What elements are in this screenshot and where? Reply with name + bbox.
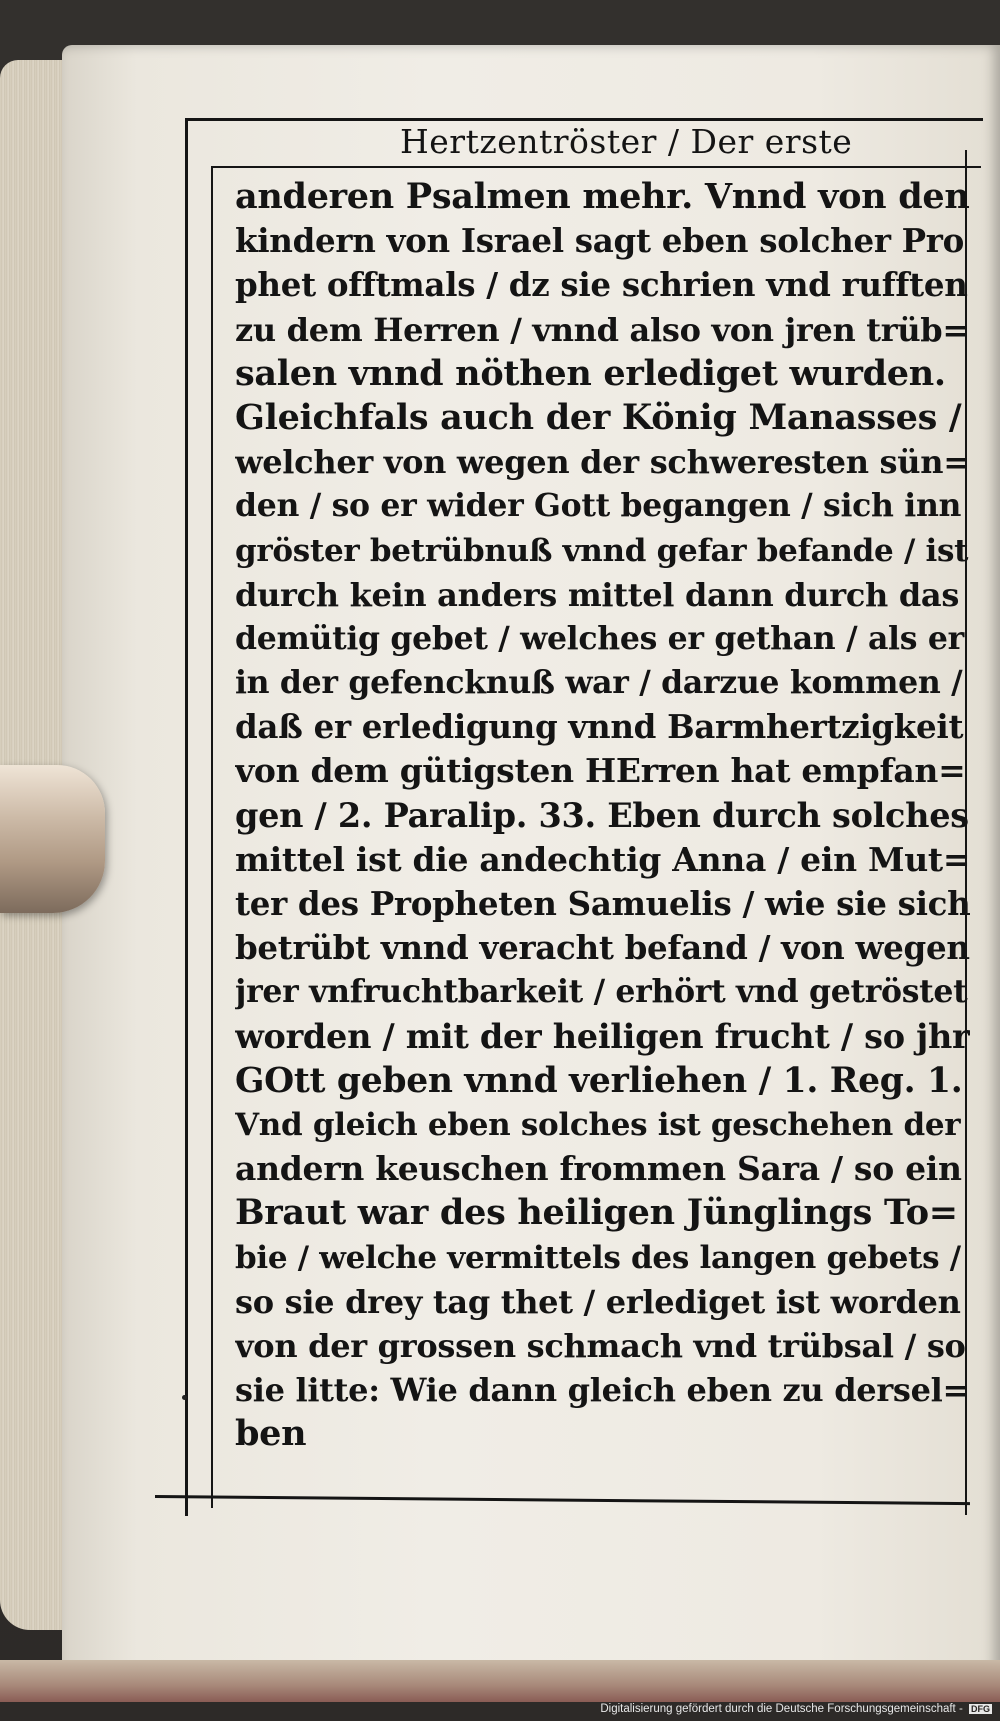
text-line: von dem gütigsten HErren hat empfan= (235, 751, 966, 791)
text-line: gröster betrübnuß vnnd gefar befande / ist (235, 532, 969, 569)
text-line: von der grossen schmach vnd trübsal / so (235, 1326, 966, 1365)
text-line: demütig gebet / welches er gethan / als er (235, 619, 964, 657)
holding-thumb (0, 765, 105, 913)
text-line: zu dem Herren / vnnd also von jren trüb= (235, 310, 969, 349)
running-title: Hertzentröster / Der erste (400, 122, 853, 161)
text-line: GOtt geben vnnd verliehen / 1. Reg. 1. (235, 1060, 963, 1101)
text-line: ben (235, 1413, 307, 1455)
text-line: andern keuschen frommen Sara / so ein (235, 1149, 962, 1189)
text-line: jrer vnfruchtbarkeit / erhört vnd getröstet (235, 973, 968, 1011)
text-line: so sie drey tag thet / erlediget ist worden (235, 1282, 961, 1321)
text-line: Braut war des heiligen Jünglings To= (235, 1192, 958, 1234)
text-line: mittel ist die andechtig Anna / ein Mut= (235, 839, 970, 879)
text-line: daß er erledigung vnnd Barmhertzigkeit (235, 707, 964, 747)
text-line: Gleichfals auch der König Manasses / (235, 396, 962, 438)
text-line: in der gefencknuß war / darzue kommen / (235, 664, 963, 702)
text-line: ter des Propheten Samuelis / wie sie sich (235, 884, 970, 923)
body-text (235, 175, 970, 1456)
text-line: kindern von Israel sagt eben solcher Pro (235, 221, 965, 261)
dfg-logo: DFG (971, 1703, 990, 1714)
text-line: sie litte: Wie dann gleich eben zu dersel= (235, 1371, 970, 1410)
text-line: worden / mit der heiligen frucht / so jhr (235, 1016, 970, 1056)
text-line: salen vnnd nöthen erlediget wurden. (235, 352, 946, 394)
text-line: phet offtmals / dz sie schrien vnd rufften (235, 265, 968, 305)
ink-dot (182, 1395, 187, 1400)
text-line: durch kein anders mittel dann durch das (235, 575, 960, 614)
text-line: den / so er wider Gott begangen / sich inn (235, 487, 962, 525)
text-line: welcher von wegen der schweresten sün= (235, 443, 970, 482)
text-line: Vnd gleich eben solches ist geschehen der (235, 1106, 961, 1143)
text-line: anderen Psalmen mehr. Vnnd von den (235, 176, 970, 217)
digitization-credit: Digitalisierung gefördert durch die Deutsche Forschungsgemeinschaft - DFG (600, 1703, 990, 1715)
text-line: betrübt vnnd veracht befand / von wegen (235, 928, 970, 968)
book-cover-edge (0, 1660, 1000, 1702)
credit-text: Digitalisierung gefördert durch die Deutsche Forschungsgemeinschaft (600, 1703, 956, 1715)
text-line: bie / welche vermittels des langen gebets / (235, 1239, 961, 1276)
text-line: gen / 2. Paralip. 33. Eben durch solches (235, 795, 969, 835)
